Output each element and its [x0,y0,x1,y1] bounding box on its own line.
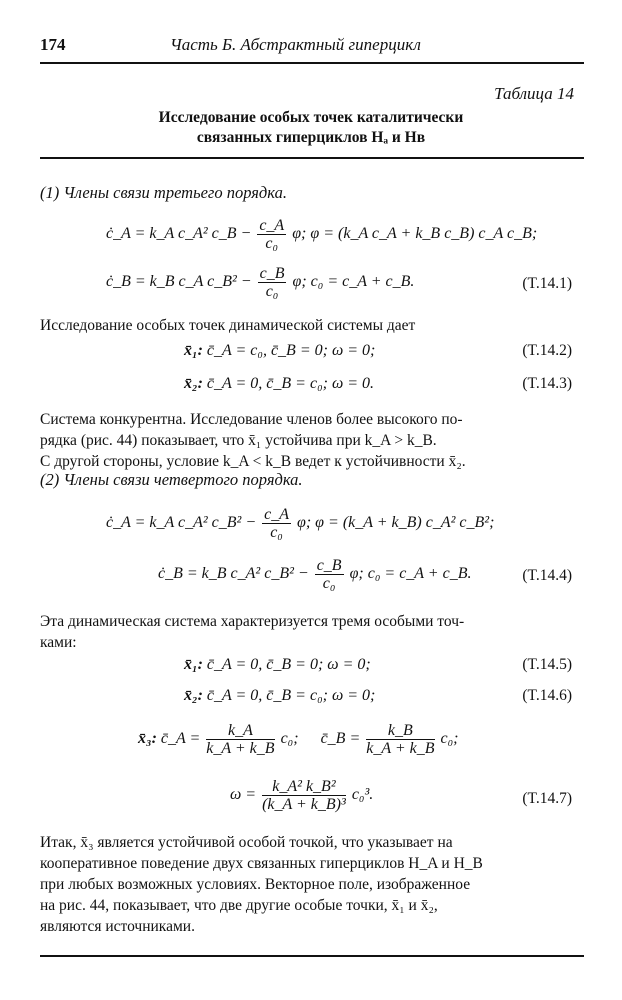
equation-fraction [262,506,291,541]
page-number: 174 [40,35,66,54]
fraction-denominator: c₀ [265,235,279,252]
equation-fraction [258,265,287,300]
fraction-numerator: c_B [259,265,285,282]
equation-number: (T.14.3) [522,375,572,392]
equation-fraction [262,778,346,813]
paragraph [40,611,584,653]
equation-number: (T.14.6) [522,687,572,704]
table-title-line: Исследование особых точек каталитически [158,109,464,126]
point-label: x̄₃: [138,730,157,748]
singular-point-row [184,342,375,360]
text-line: ками: [40,634,77,651]
fraction-numerator: c_B [316,557,342,574]
equation-row [106,506,494,541]
point-values: c̄_A = [160,730,201,748]
equation-fraction [366,722,434,757]
point-values: c̄_A = c₀, c̄_B = 0; ω = 0; [206,342,376,359]
text-line: Система конкурентна. Исследование членов более высокого по- [40,411,463,428]
point-values: c̄_A = 0, c̄_B = c₀; ω = 0; [206,687,376,704]
singular-point-row [184,375,374,393]
text-line: на рис. 44, показывает, что две другие особые точки, x̄₁ и x̄₂, [40,897,438,914]
text-line: Эта динамическая система характеризуется тремя особыми точ- [40,613,465,630]
section-heading: (2) Члены связи четвертого порядка. [40,470,303,489]
fraction-numerator: c_A [259,217,285,234]
equation-fraction [257,217,286,252]
equation-rhs: φ; c₀ = c_A + c_B. [292,273,415,291]
equation-lhs: ċ_A = k_A c_A² c_B − [106,225,252,243]
equation-rhs: c₀³. [351,786,374,804]
fraction-denominator: k_A + k_B [366,740,435,757]
fraction-denominator: (k_A + k_B)³ [262,796,346,813]
point-values: c₀; [440,730,459,748]
equation-number: (T.14.2) [522,342,572,359]
fraction-numerator: k_B [366,722,434,740]
fraction-denominator: c₀ [265,283,279,300]
equation-row [158,557,471,592]
equation-number: (T.14.4) [522,567,572,584]
table-label: Таблица 14 [494,84,574,103]
fraction-numerator: c_A [264,506,289,523]
point-values: c̄_A = 0, c̄_B = 0; ω = 0; [206,656,371,673]
point-label: x̄₁: [184,656,203,673]
fraction-numerator: k_A [206,722,274,740]
point-values: c₀; [280,730,299,748]
equation-rhs: φ; c₀ = c_A + c_B. [349,565,472,583]
equation-fraction [206,722,274,757]
text-line: Итак, x̄₃ является устойчивой особой точкой, что указывает на [40,834,453,851]
equation-lhs: ω = [230,786,257,804]
fraction-denominator: k_A + k_B [206,740,275,757]
fraction-denominator: c₀ [270,524,283,541]
fraction-numerator: k_A² k_B² [262,778,346,796]
singular-point-row [184,656,371,674]
table-title [40,108,582,148]
header-rule [40,62,584,64]
equation-lhs: ċ_B = k_B c_A² c_B² − [158,565,309,583]
equation-rhs: φ; φ = (k_A + k_B) c_A² c_B²; [296,514,495,532]
fraction-denominator: c₀ [322,575,336,592]
text-line: являются источниками. [40,918,195,935]
equation-lhs: ċ_A = k_A c_A² c_B² − [106,514,257,532]
equation-lhs: ċ_B = k_B c_A c_B² − [106,273,252,291]
text-line: рядка (рис. 44) показывает, что x̄₁ устойчива при k_A > k_B. [40,432,437,449]
point-label: x̄₂: [184,687,203,704]
equation-number: (T.14.5) [522,656,572,673]
text-line: С другой стороны, условие k_A < k_B ведет к устойчивности x̄₂. [40,453,466,470]
equation-number: (T.14.1) [522,275,572,292]
point-values: c̄_A = 0, c̄_B = c₀; ω = 0. [206,375,375,392]
point-label: x̄₂: [184,375,203,392]
table-title-line: связанных гиперциклов Hₐ и Hʙ [196,129,426,146]
equation-number: (T.14.7) [522,790,572,807]
section-heading: (1) Члены связи третьего порядка. [40,183,287,202]
singular-point-row [184,687,375,705]
paragraph: Исследование особых точек динамической системы дает [40,317,416,334]
text-line: при любых возможных условиях. Векторное поле, изображенное [40,876,471,893]
singular-point-row [138,722,459,757]
table-bottom-rule [40,955,584,957]
equation-row [230,778,373,813]
point-values: c̄_B = [320,730,361,748]
equation-row [106,217,537,252]
equation-fraction [315,557,344,592]
equation-row [106,265,414,300]
point-label: x̄₁: [184,342,203,359]
table-top-rule [40,157,584,159]
equation-rhs: φ; φ = (k_A c_A + k_B c_B) c_A c_B; [292,225,538,243]
running-head: Часть Б. Абстрактный гиперцикл [170,35,421,54]
text-line: кооперативное поведение двух связанных гиперциклов H_A и H_B [40,855,483,872]
paragraph [40,409,584,472]
paragraph [40,832,584,937]
